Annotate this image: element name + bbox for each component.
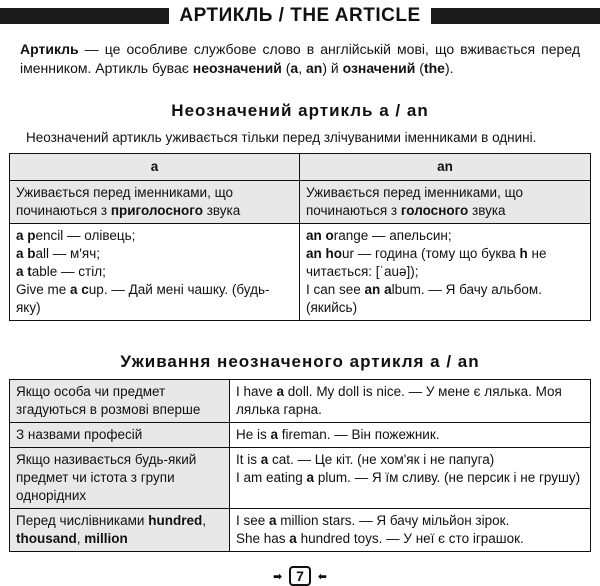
usage-example: I have a doll. My doll is nice. — У мене є лялька. Моя лялька гарна. (230, 380, 591, 423)
usage-rule: З назвами професій (10, 423, 230, 448)
term-a: a (290, 60, 299, 76)
arrow-right-icon: ➡ (272, 570, 283, 583)
usage-rule: Перед числівниками hundred, thousand, million (10, 509, 230, 552)
intro-text: ( (281, 60, 291, 76)
section-note: Неозначений артикль уживається тільки перед злічуваними іменниками в однині. (26, 130, 537, 145)
cell-a-rule: Уживається перед іменниками, що починаються з приголосного звука (10, 181, 300, 224)
usage-rule: Якщо називається будь-який предмет чи істота з групи однорідних (10, 448, 230, 509)
example-line: an orange — апельсин; (306, 228, 452, 243)
term-definite: означений (342, 60, 416, 76)
table-row (10, 448, 591, 509)
intro-text: ) й (322, 60, 343, 76)
usage-example: He is a fireman. — Він пожежник. (230, 423, 591, 448)
term-the: the (423, 60, 445, 76)
intro-text: — це особливе службове слово в англійській мові, що вживається перед іменником. Артикль буває (20, 41, 580, 76)
page-number: 7 (289, 566, 311, 586)
cell-an-rule: Уживається перед іменниками, що починаються з голосного звука (300, 181, 591, 224)
example-line: Give me a cup. — Дай мені чашку. (будь-яку) (16, 282, 270, 315)
a-an-table (9, 153, 591, 321)
intro-text: , (298, 60, 306, 76)
intro-text: ( (415, 60, 424, 76)
term-indefinite: неозначений (192, 60, 282, 76)
example-line: an hour — година (тому що буква h не читається: [ˈauə]); (306, 246, 547, 279)
example-line: a table — стіл; (16, 264, 106, 279)
cell-a-examples (10, 224, 300, 321)
table-row (10, 181, 591, 224)
term-an: an (305, 60, 323, 76)
example-line: a ball — м'яч; (16, 246, 100, 261)
page-title: АРТИКЛЬ / THE ARTICLE (179, 5, 421, 26)
header-a: a (10, 154, 300, 181)
section-title-indefinite: Неозначений артикль a / an (171, 101, 429, 120)
example-line: a pencil — олівець; (16, 228, 136, 243)
banner-bar-left (0, 8, 169, 24)
table-row (10, 423, 591, 448)
table-row (10, 224, 591, 321)
term-article: Артикль (20, 41, 79, 57)
usage-rule: Якщо особа чи предмет згадуються в розмові вперше (10, 380, 230, 423)
arrow-left-icon: ⬅ (317, 570, 327, 583)
usage-example: It is a cat. — Це кіт. (не хом'як і не папуга) I am eating a plum. — Я їм сливу. (не персик і не грушу) (230, 448, 591, 509)
table-header-row (10, 154, 591, 181)
intro-paragraph (20, 40, 580, 78)
header-an: an (300, 154, 591, 181)
section-title-usage: Уживання неозначеного артикля a / an (120, 352, 480, 371)
table-row (10, 380, 591, 423)
usage-table (9, 379, 591, 552)
example-line: I can see an album. — Я бачу альбом. (якийсь) (306, 282, 542, 315)
usage-example: I see a million stars. — Я бачу мільйон зірок. She has a hundred toys. — У неї є сто іграшок. (230, 509, 591, 552)
title-banner (0, 4, 600, 28)
cell-an-examples (300, 224, 591, 321)
banner-bar-right (431, 8, 600, 24)
table-row (10, 509, 591, 552)
intro-text: ). (444, 60, 454, 76)
page-footer (0, 566, 600, 586)
